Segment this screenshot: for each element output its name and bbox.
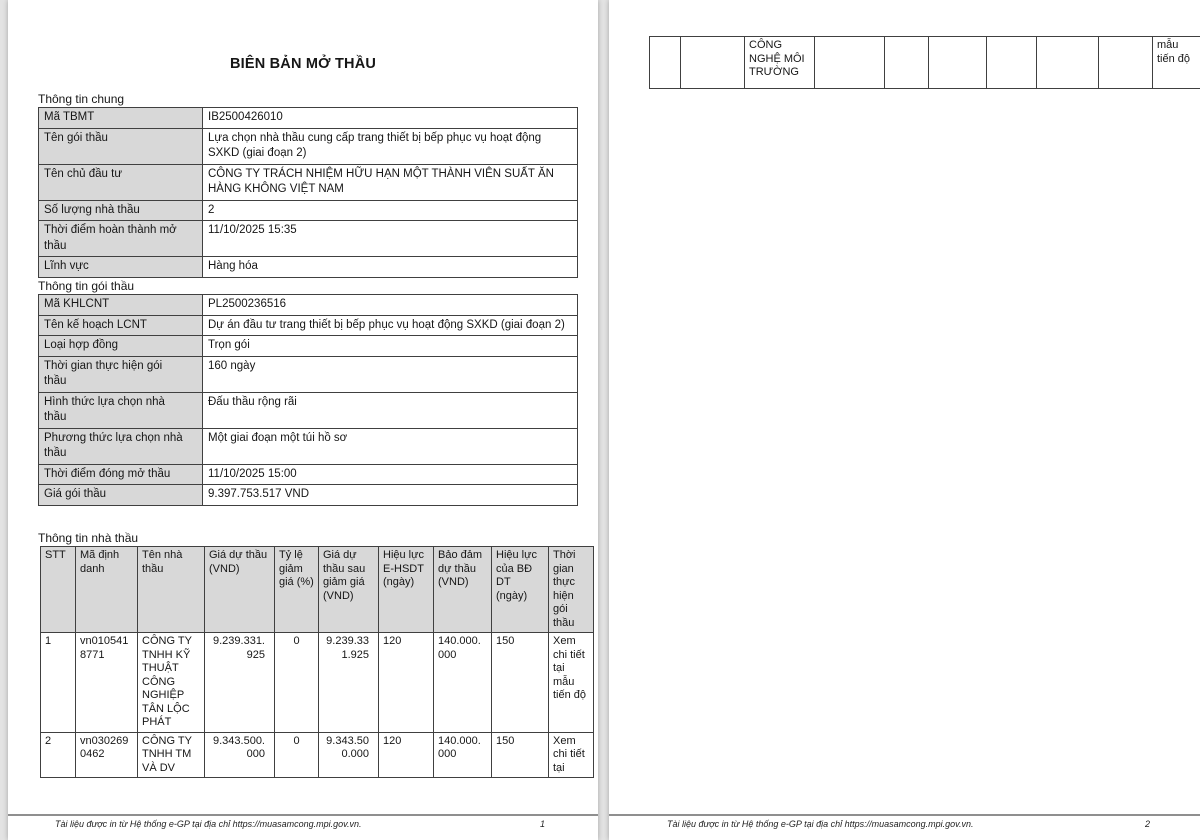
cell-hieu-luc-bddt: 150	[492, 732, 549, 778]
table-row	[39, 315, 578, 336]
row-label: Lĩnh vực	[39, 257, 203, 278]
column-header: Giá dự thầu sau giảm giá (VND)	[319, 547, 379, 633]
cell-ma-dinh-danh: vn0105418771	[76, 633, 138, 733]
cell-thoi-gian-thuc-hien: Xem chi tiết tại mẫu tiến độ	[549, 633, 594, 733]
table-row	[39, 392, 578, 428]
row-value: CÔNG TY TRÁCH NHIỆM HỮU HẠN MỘT THÀNH VIÊN SUẤT ĂN HÀNG KHÔNG VIỆT NAM	[203, 164, 578, 200]
row-value: PL2500236516	[203, 295, 578, 316]
row-value: Đấu thầu rộng rãi	[203, 392, 578, 428]
table-row	[39, 164, 578, 200]
row-label: Thời điểm hoàn thành mở thầu	[39, 221, 203, 257]
general-info-table	[38, 107, 578, 278]
column-header: STT	[41, 547, 76, 633]
section-heading-package-info: Thông tin gói thầu	[38, 279, 135, 293]
table-row	[39, 200, 578, 221]
page-number: 2	[1145, 819, 1151, 829]
cell-gia-sau-giam-gia: 9.343.500.000	[319, 732, 379, 778]
cell-ma-dinh-danh	[681, 37, 745, 89]
footer-note: Tài liệu được in từ Hệ thống e-GP tại địa chỉ https://muasamcong.mpi.gov.vn.	[667, 819, 974, 829]
table-row	[39, 356, 578, 392]
table-row	[39, 257, 578, 278]
table-row	[39, 128, 578, 164]
row-value: IB2500426010	[203, 108, 578, 129]
column-header: Giá dự thầu (VND)	[205, 547, 275, 633]
document-page-1	[8, 0, 598, 840]
row-label: Tên kế hoạch LCNT	[39, 315, 203, 336]
column-header: Bảo đảm dự thầu (VND)	[434, 547, 492, 633]
column-header: Tỷ lệ giảm giá (%)	[275, 547, 319, 633]
cell-ty-le-giam-gia: 0	[275, 633, 319, 733]
column-header: Tên nhà thầu	[138, 547, 205, 633]
cell-thoi-gian-thuc-hien: Xem chi tiết tại	[549, 732, 594, 778]
cell-stt	[650, 37, 681, 89]
column-header: Thời gian thực hiện gói thầu	[549, 547, 594, 633]
column-header: Hiệu lực của BĐ DT (ngày)	[492, 547, 549, 633]
row-label: Thời điểm đóng mở thầu	[39, 464, 203, 485]
row-value: 11/10/2025 15:00	[203, 464, 578, 485]
cell-gia-sau-giam-gia	[929, 37, 987, 89]
cell-stt: 2	[41, 732, 76, 778]
row-label: Mã TBMT	[39, 108, 203, 129]
cell-ty-le-giam-gia: 0	[275, 732, 319, 778]
document-title: BIÊN BẢN MỞ THẦU	[229, 56, 377, 72]
cell-gia-sau-giam-gia: 9.239.331.925	[319, 633, 379, 733]
bidders-table-continuation	[649, 36, 1200, 89]
row-value: 9.397.753.517 VND	[203, 485, 578, 506]
row-label: Phương thức lựa chọn nhà thầu	[39, 428, 203, 464]
cell-ty-le-giam-gia	[885, 37, 929, 89]
row-value: Lựa chọn nhà thầu cung cấp trang thiết bị bếp phục vụ hoạt động SXKD (giai đoạn 2)	[203, 128, 578, 164]
row-label: Mã KHLCNT	[39, 295, 203, 316]
footer-divider	[609, 814, 1200, 816]
table-row	[39, 336, 578, 357]
footer-note: Tài liệu được in từ Hệ thống e-GP tại địa chỉ https://muasamcong.mpi.gov.vn.	[55, 819, 362, 829]
row-label: Số lượng nhà thầu	[39, 200, 203, 221]
row-value: Dự án đầu tư trang thiết bị bếp phục vụ hoạt động SXKD (giai đoạn 2)	[203, 315, 578, 336]
table-row	[39, 428, 578, 464]
table-row	[39, 108, 578, 129]
table-row	[39, 485, 578, 506]
bidders-header-row	[41, 547, 594, 633]
table-row	[39, 221, 578, 257]
row-label: Loại hợp đồng	[39, 336, 203, 357]
section-heading-general-info: Thông tin chung	[38, 92, 125, 106]
cell-bao-dam-du-thau: 140.000.000	[434, 732, 492, 778]
row-value: Hàng hóa	[203, 257, 578, 278]
table-row	[39, 295, 578, 316]
cell-stt: 1	[41, 633, 76, 733]
cell-gia-du-thau: 9.239.331.925	[205, 633, 275, 733]
cell-hieu-luc-ehsdt: 120	[379, 633, 434, 733]
cell-bao-dam-du-thau: 140.000.000	[434, 633, 492, 733]
cell-bao-dam-du-thau	[1037, 37, 1099, 89]
row-value: Một giai đoạn một túi hồ sơ	[203, 428, 578, 464]
cell-gia-du-thau	[815, 37, 885, 89]
cell-ten-nha-thau: CÔNG TY TNHH TM VÀ DV	[138, 732, 205, 778]
row-value: 2	[203, 200, 578, 221]
column-header: Mã định danh	[76, 547, 138, 633]
column-header: Hiệu lực E-HSDT (ngày)	[379, 547, 434, 633]
cell-thoi-gian-thuc-hien: mẫu tiến độ	[1153, 37, 1200, 89]
row-label: Giá gói thầu	[39, 485, 203, 506]
row-label: Thời gian thực hiện gói thầu	[39, 356, 203, 392]
row-value: 11/10/2025 15:35	[203, 221, 578, 257]
cell-hieu-luc-bddt	[1099, 37, 1153, 89]
table-row	[39, 464, 578, 485]
cell-hieu-luc-bddt: 150	[492, 633, 549, 733]
row-label: Hình thức lựa chọn nhà thầu	[39, 392, 203, 428]
row-label: Tên gói thầu	[39, 128, 203, 164]
cell-ten-nha-thau: CÔNG TY TNHH KỸ THUẬT CÔNG NGHIỆP TÂN LỘC PHÁT	[138, 633, 205, 733]
bidder-row	[41, 732, 594, 778]
footer-divider	[8, 814, 598, 816]
bidders-table	[40, 546, 594, 778]
cell-hieu-luc-ehsdt	[987, 37, 1037, 89]
cell-ma-dinh-danh: vn0302690462	[76, 732, 138, 778]
bidder-row	[41, 633, 594, 733]
page-number: 1	[540, 819, 546, 829]
cell-gia-du-thau: 9.343.500.000	[205, 732, 275, 778]
section-heading-bidders: Thông tin nhà thầu	[38, 531, 139, 545]
cell-ten-nha-thau: CÔNG NGHỆ MÔI TRƯỜNG	[745, 37, 815, 89]
row-value: 160 ngày	[203, 356, 578, 392]
row-label: Tên chủ đầu tư	[39, 164, 203, 200]
package-info-table	[38, 294, 578, 506]
row-value: Trọn gói	[203, 336, 578, 357]
bidder-row-continuation	[650, 37, 1200, 89]
cell-hieu-luc-ehsdt: 120	[379, 732, 434, 778]
document-page-2	[609, 0, 1200, 840]
